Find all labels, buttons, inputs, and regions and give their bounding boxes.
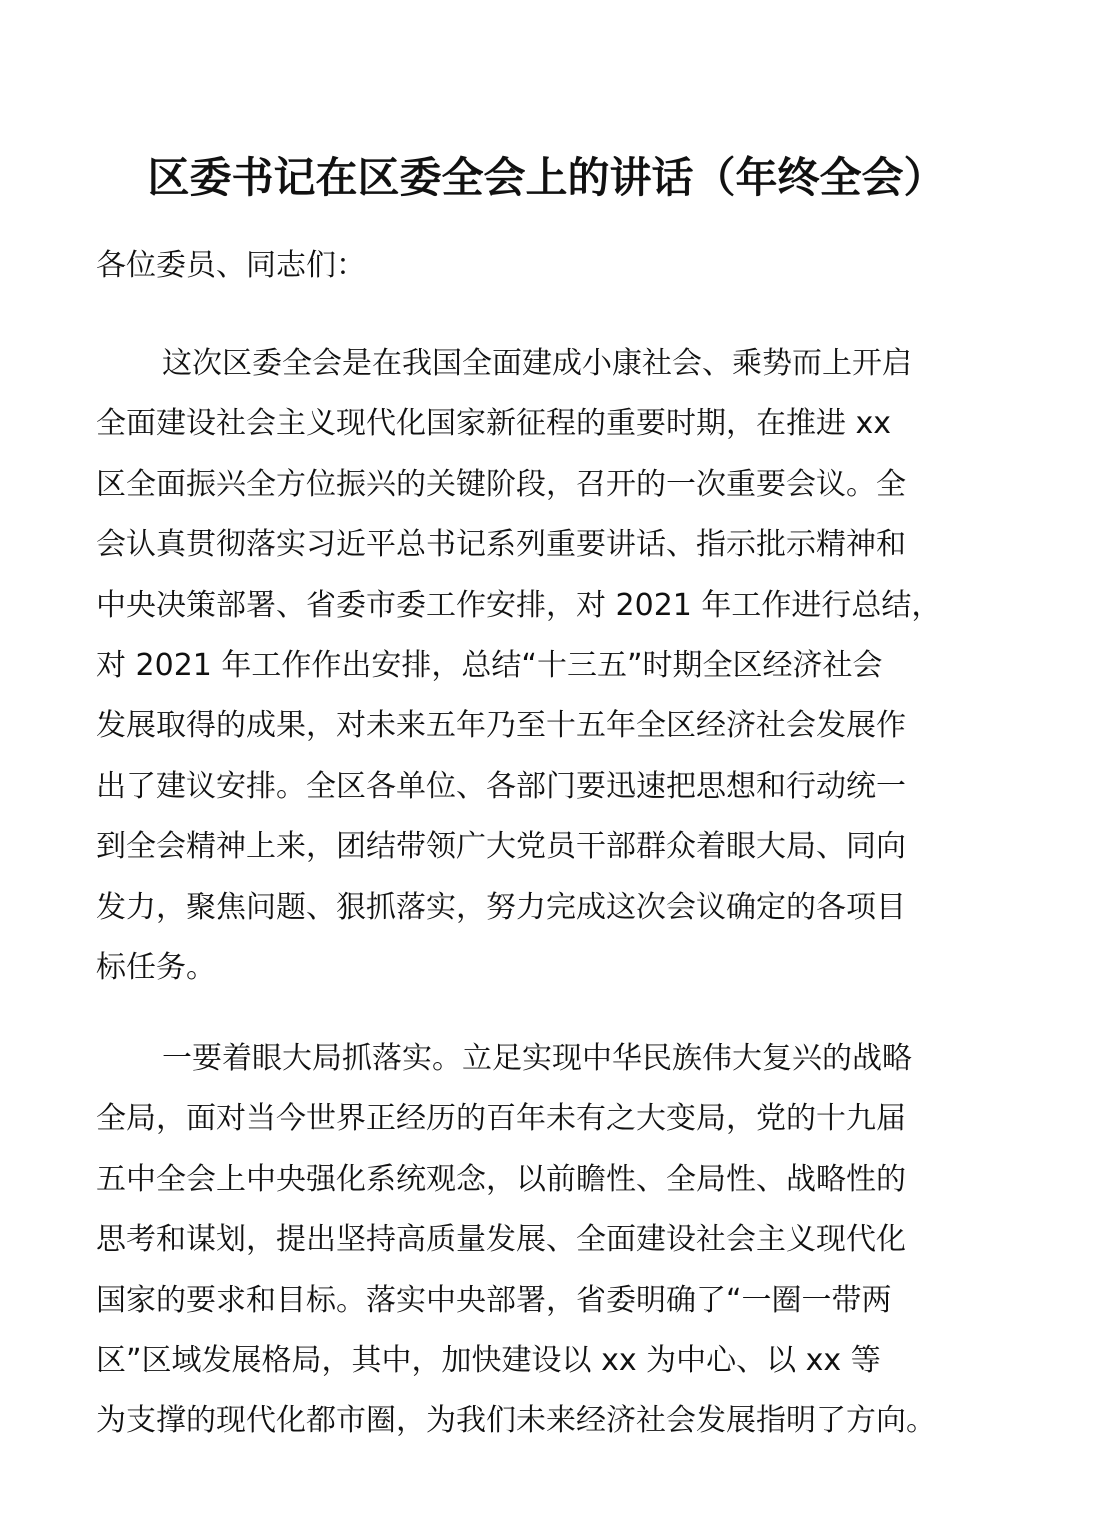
paragraph-1	[96, 334, 1026, 998]
paragraph-line: 为支撑的现代化都市圈，为我们未来经济社会发展指明了方向。	[96, 1403, 936, 1439]
paragraph-line: 对 2021 年工作作出安排，总结“十三五”时期全区经济社会	[96, 647, 883, 683]
paragraph-line: 会认真贯彻落实习近平总书记系列重要讲话、指示批示精神和	[96, 527, 906, 563]
paragraph-line: 这次区委全会是在我国全面建成小康社会、乘势而上开启	[162, 346, 912, 381]
document-title: 区委书记在区委全会上的讲话（年终全会）	[147, 153, 946, 202]
paragraph-line: 全面建设社会主义现代化国家新征程的重要时期，在推进 xx	[96, 406, 892, 442]
paragraph-2	[96, 1029, 1026, 1452]
paragraph-line: 五中全会上中央强化系统观念，以前瞻性、全局性、战略性的	[96, 1161, 906, 1197]
paragraph-line: 中央决策部署、省委市委工作安排，对 2021 年工作进行总结，	[96, 587, 942, 623]
paragraph-line: 发力，聚焦问题、狠抓落实，努力完成这次会议确定的各项目	[96, 889, 906, 925]
paragraph-line: 区全面振兴全方位振兴的关键阶段，召开的一次重要会议。全	[96, 466, 906, 502]
paragraph-line: 出了建议安排。全区各单位、各部门要迅速把思想和行动统一	[96, 768, 906, 804]
salutation: 各位委员、同志们：	[96, 248, 366, 283]
paragraph-line: 发展取得的成果，对未来五年乃至十五年全区经济社会发展作	[96, 708, 906, 744]
paragraph-line: 全局，面对当今世界正经历的百年未有之大变局，党的十九届	[96, 1101, 906, 1137]
paragraph-line: 到全会精神上来，团结带领广大党员干部群众着眼大局、同向	[96, 829, 906, 865]
paragraph-line: 标任务。	[96, 949, 216, 985]
paragraph-line: 思考和谋划，提出坚持高质量发展、全面建设社会主义现代化	[96, 1222, 906, 1258]
paragraph-line: 国家的要求和目标。落实中央部署，省委明确了“一圈一带两	[96, 1282, 892, 1318]
paragraph-line: 区”区域发展格局，其中，加快建设以 xx 为中心、以 xx 等	[96, 1342, 881, 1378]
paragraph-line: 一要着眼大局抓落实。立足实现中华民族伟大复兴的战略	[162, 1041, 912, 1076]
